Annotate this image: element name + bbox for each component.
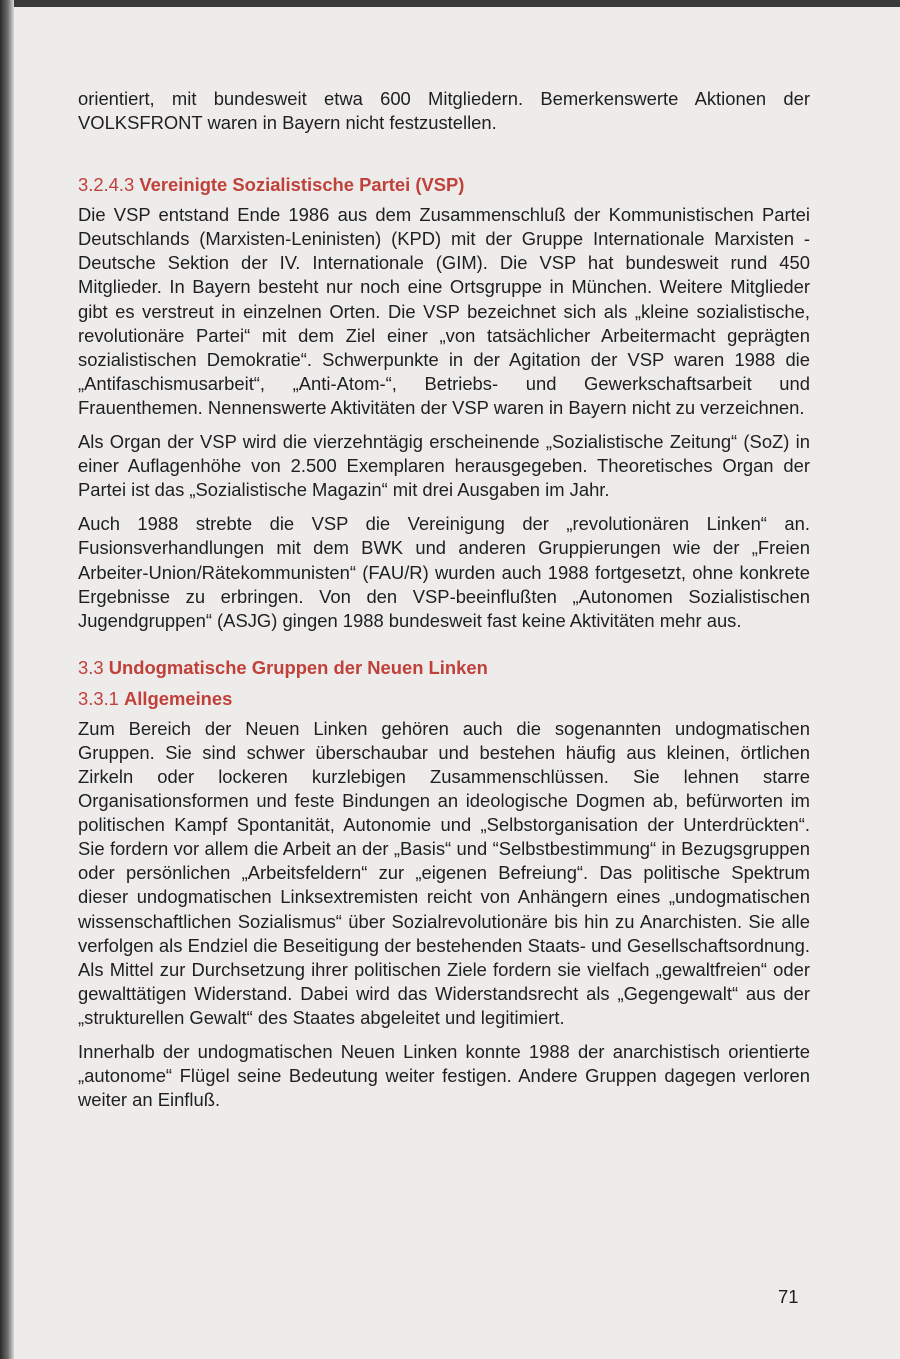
subsection-heading-allgemeines xyxy=(78,686,810,712)
section-number: 3.3 xyxy=(78,656,104,678)
section-number: 3.2.4.3 xyxy=(78,174,135,196)
section-title: Undogmatische Gruppen der Neuen Linken xyxy=(108,656,488,678)
page-top-edge xyxy=(0,0,900,7)
page-body xyxy=(78,87,810,1122)
section-title: Allgemeines xyxy=(124,687,233,709)
spacer xyxy=(78,633,810,655)
section-heading-vsp xyxy=(78,172,810,198)
page-number: 71 xyxy=(778,1286,799,1307)
page-binding-shadow xyxy=(0,0,14,1359)
section-title: Vereinigte Sozialistische Partei (VSP) xyxy=(139,174,465,196)
section-heading-neue-linke xyxy=(78,655,810,681)
spacer xyxy=(78,145,810,172)
section-number: 3.3.1 xyxy=(78,687,119,709)
paragraph: Zum Bereich der Neuen Linken gehören auch die sogenannten undogmatischen Gruppen. Sie sind schwer überschaubar und bestehen häufig aus kleinen, örtlichen Zirkeln oder lockeren kurzlebigen Zusammenschlüssen. Sie lehnen starre Organisationsformen und feste Bindungen an ideologische Dogmen ab, befürworten im politischen Kampf Spontanität, Autonomie und „Selbstorganisation der Unterdrückten“. Sie fordern vor allem die Arbeit an der „Basis“ und “Selbstbestimmung“ in Bezugsgruppen oder persönlichen „Arbeitsfeldern“ zur „eigenen Befreiung“. Das politische Spektrum dieser undogmatischen Linksextremisten reicht von Anhängern eines „undogmatischen wissenschaftlichen Sozialismus“ über Sozialrevolutionäre bis hin zu Anarchisten. Sie alle verfolgen als Endziel die Beseitigung der bestehenden Staats- und Gesellschaftsordnung. Als Mittel zur Durchsetzung ihrer politischen Ziele fordern sie vielfach „gewaltfreien“ oder gewalttätigen Widerstand. Dabei wird das Widerstandsrecht als „Gegengewalt“ aus der „strukturellen Gewalt“ des Staates abgeleitet und legitimiert. xyxy=(78,717,810,1028)
paragraph: Auch 1988 strebte die VSP die Vereinigung der „revolutionären Linken“ an. Fusionsverhandlungen mit dem BWK und anderen Gruppierungen wie der „Freien Arbeiter-Union/Rätekommunisten“ (FAU/R) wurden auch 1988 fortgesetzt, ohne konkrete Ergebnisse zu erbringen. Von den VSP-beeinflußten „Autonomen Sozialistischen Jugendgruppen“ (ASJG) gingen 1988 bundesweit fast keine Aktivitäten mehr aus. xyxy=(78,513,810,631)
paragraph-continued: orientiert, mit bundesweit etwa 600 Mitgliedern. Bemerkenswerte Aktionen der VOLKSFRONT waren in Bayern nicht festzustellen. xyxy=(78,88,810,134)
paragraph: Als Organ der VSP wird die vierzehntägig erscheinende „Sozialistische Zeitung“ (SoZ) in einer Auflagenhöhe von 2.500 Exemplaren herausgegeben. Theoretisches Organ der Partei ist das „Sozialistische Magazin“ mit drei Ausgaben im Jahr. xyxy=(78,431,810,501)
paragraph: Innerhalb der undogmatischen Neuen Linken konnte 1988 der anarchistisch orientierte „autonome“ Flügel seine Bedeutung weiter festigen. Andere Gruppen dagegen verloren weiter an Einfluß. xyxy=(78,1041,810,1111)
paragraph: Die VSP entstand Ende 1986 aus dem Zusammenschluß der Kommunistischen Partei Deutschlands (Marxisten-Leninisten) (KPD) mit der Gruppe Internationale Marxisten - Deutsche Sektion der IV. Internationale (GIM). Die VSP hat bundesweit rund 450 Mitglieder. In Bayern besteht nur noch eine Ortsgruppe in München. Weitere Mitglieder gibt es verstreut in einzelnen Orten. Die VSP bezeichnet sich als „kleine sozialistische, revolutionäre Partei“ mit dem Ziel einer „von tatsächlicher Arbeitermacht geprägten sozialistischen Demokratie“. Schwerpunkte in der Agitation der VSP waren 1988 die „Antifaschismusarbeit“, „Anti-Atom-“, Betriebs- und Gewerkschaftsarbeit und Frauenthemen. Nennenswerte Aktivitäten der VSP waren in Bayern nicht zu verzeichnen. xyxy=(78,204,810,418)
